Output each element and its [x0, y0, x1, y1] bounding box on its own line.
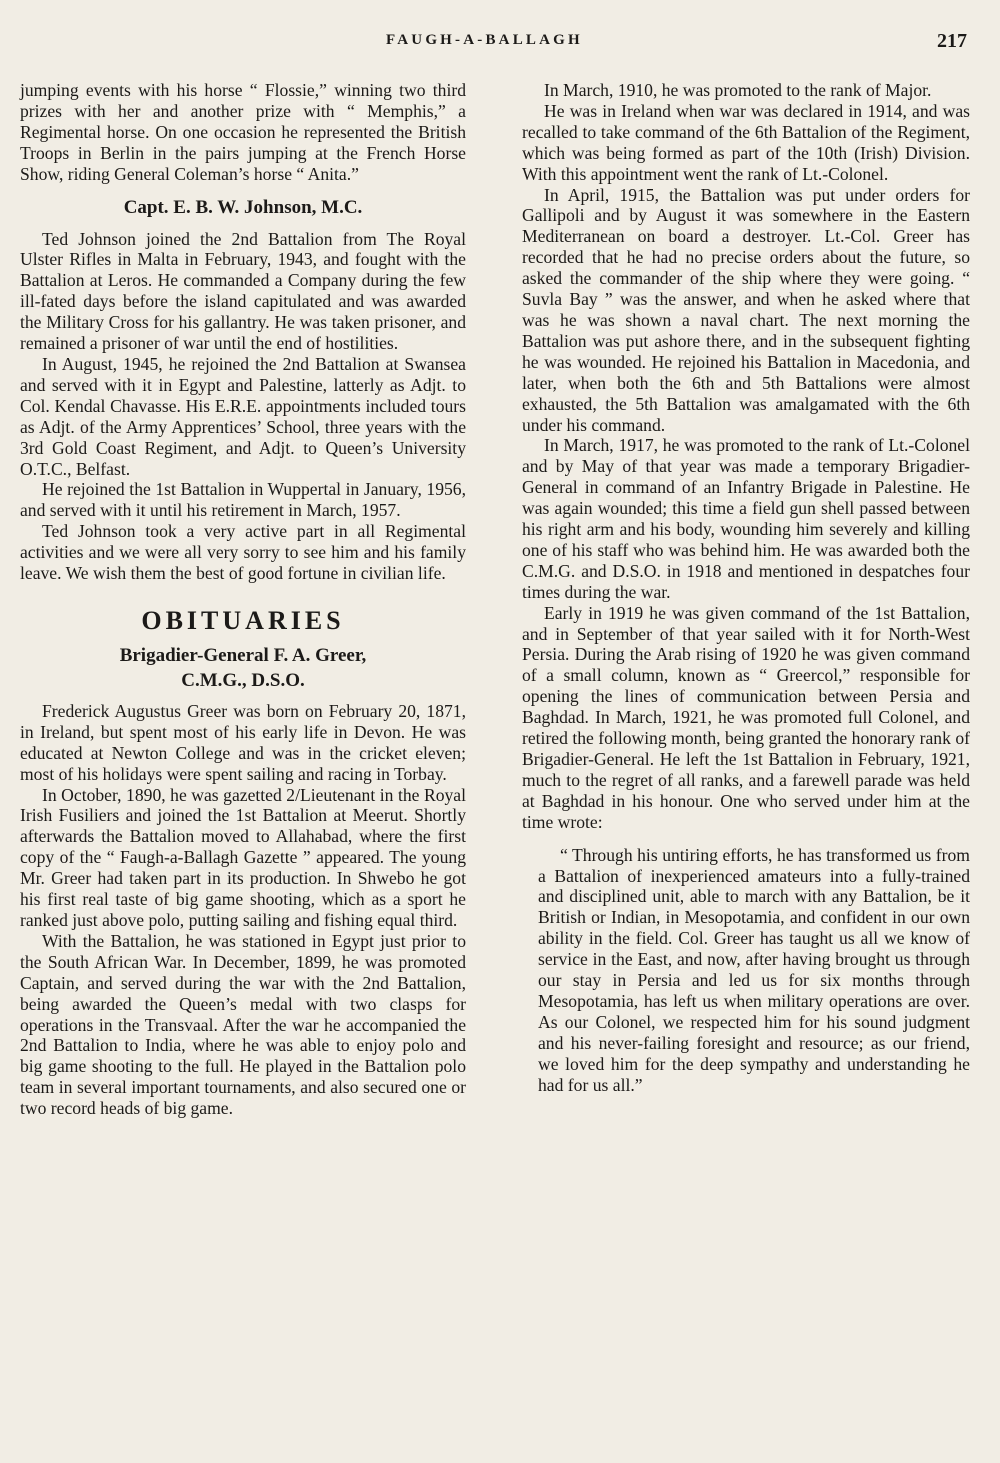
greer-paragraph-3: With the Battalion, he was stationed in Egypt just prior to the South African War. In December, 1899, he was promoted Captain, and served during the war with the 2nd Battalion, being awarded the Queen’s medal with two clasps for operations in the Transvaal. After the war he accompanied the 2nd Battalion to India, where he was able to enjoy polo and big game shooting to the full. He played in the Battalion polo team in several important tournaments, and also secured one or two record heads of big game.: [20, 930, 466, 1119]
tribute-quote: “ Through his untiring efforts, he has transformed us from a Battalion of inexperienced amateurs into a fully-trained and disciplined unit, able to march with any Battalion, be it British or Indian, in Mesopotamia, and confident in our own ability in the field. Col. Greer has taught us all we know of service in the East, and now, after having brought us through our stay in Persia and led us for six months through Mesopotamia, has left us when military operations are over. As our Colonel, we respected him for his sound judgment and his never-failing foresight and resource; as our friend, we loved him for the deep sympathy and understanding he had for us all.”: [538, 844, 970, 1095]
running-title: FAUGH-A-BALLAGH: [386, 32, 583, 48]
greer-paragraph-1914: He was in Ireland when war was declared in 1914, and was recalled to take command of the 6th Battalion of the Regiment, which was being formed as part of the 10th (Irish) Division. With this appointment went the rank of Lt.-Colonel.: [522, 100, 970, 184]
johnson-heading: Capt. E. B. W. Johnson, M.C.: [123, 196, 363, 218]
greer-heading-line1: Brigadier-General F. A. Greer,: [119, 644, 367, 666]
johnson-paragraph-2: In August, 1945, he rejoined the 2nd Battalion at Swansea and served with it in Egypt and Palestine, latterly as Adjt. to Col. Kendal Chavasse. His E.R.E. appointments included tours as Adjt. of the Army Apprentices’ School, three years with the 3rd Gold Coast Regiment, and Adjt. to Queen’s University O.T.C., Belfast.: [20, 353, 466, 479]
johnson-paragraph-1: Ted Johnson joined the 2nd Battalion from The Royal Ulster Rifles in Malta in February, 1943, and fought with the Battalion at Leros. He commanded a Company during the few ill-fated days before the island capitulated and was awarded the Military Cross for his gallantry. He was taken prisoner, and remained a prisoner of war until the end of hostilities.: [20, 228, 466, 354]
greer-heading: [20, 643, 466, 693]
obituaries-heading: OBITUARIES: [141, 605, 345, 635]
greer-paragraph-1915: In April, 1915, the Battalion was put under orders for Gallipoli and by August it was somewhere in the Eastern Mediterranean on board a destroyer. Lt.-Col. Greer has recorded that he had no precise orders about the future, so asked the commander of the ship where they were going. “ Suvla Bay ” was the answer, and when he asked where that was he was shown a naval chart. The next morning the Battalion was put ashore there, and in the subsequent fighting he was wounded. He rejoined his Battalion in Macedonia, and later, when both the 6th and 5th Battalions were almost exhausted, the 5th Battalion was amalgamated with the 6th under his command.: [522, 184, 970, 435]
greer-paragraph-1: Frederick Augustus Greer was born on February 20, 1871, in Ireland, but spent most of his early life in Devon. He was educated at Newton College and was in the cricket eleven; most of his holidays were spent sailing and racing in Torbay.: [20, 700, 466, 784]
greer-paragraph-1910: In March, 1910, he was promoted to the rank of Major.: [544, 80, 932, 100]
greer-paragraph-2: In October, 1890, he was gazetted 2/Lieutenant in the Royal Irish Fusiliers and joined the 1st Battalion at Meerut. Shortly afterwards the Battalion moved to Allahabad, where the first copy of the “ Faugh-a-Ballagh Gazette ” appeared. The young Mr. Greer had taken part in its production. In Shwebo he got his first real taste of big game shooting, which as a sport he ranked just above polo, putting sailing and fishing equal third.: [20, 784, 466, 930]
greer-heading-line2: C.M.G., D.S.O.: [181, 669, 305, 691]
johnson-paragraph-4: Ted Johnson took a very active part in all Regimental activities and we were all very sorry to see him and his family leave. We wish them the best of good fortune in civilian life.: [20, 521, 466, 584]
greer-paragraph-1917: In March, 1917, he was promoted to the rank of Lt.-Colonel and by May of that year was made a temporary Brigadier-General in command of an Infantry Brigade in Palestine. He was again wounded; this time a field gun shell passed between his right arm and his body, wounding him severely and killing one of his staff who was behind him. He was awarded both the C.M.G. and D.S.O. in 1918 and mentioned in despatches four times during the war.: [522, 435, 970, 602]
flossie-paragraph: jumping events with his horse “ Flossie,” winning two third prizes with her and another prize with “ Memphis,” a Regimental horse. On one occasion he represented the British Troops in Berlin in the pairs jumping at the French Horse Show, riding General Coleman’s horse “ Anita.”: [20, 80, 466, 184]
page-number: 217: [937, 30, 967, 52]
greer-paragraph-1919: Early in 1919 he was given command of the 1st Battalion, and in September of that year sailed with it for North-West Persia. During the Arab rising of 1920 he was given command of a small column, known as “ Greercol,” responsible for opening the lines of communication between Persia and Baghdad. In March, 1921, he was promoted full Colonel, and retired the following month, being granted the honorary rank of Brigadier-General. He left the 1st Battalion in February, 1921, much to the regret of all ranks, and a farewell parade was held at Baghdad in his honour. One who served under him at the time wrote:: [522, 602, 970, 832]
johnson-paragraph-3: He rejoined the 1st Battalion in Wuppertal in January, 1956, and served with it until his retirement in March, 1957.: [20, 479, 466, 521]
right-column: [522, 80, 970, 1096]
left-column: [20, 80, 466, 1119]
